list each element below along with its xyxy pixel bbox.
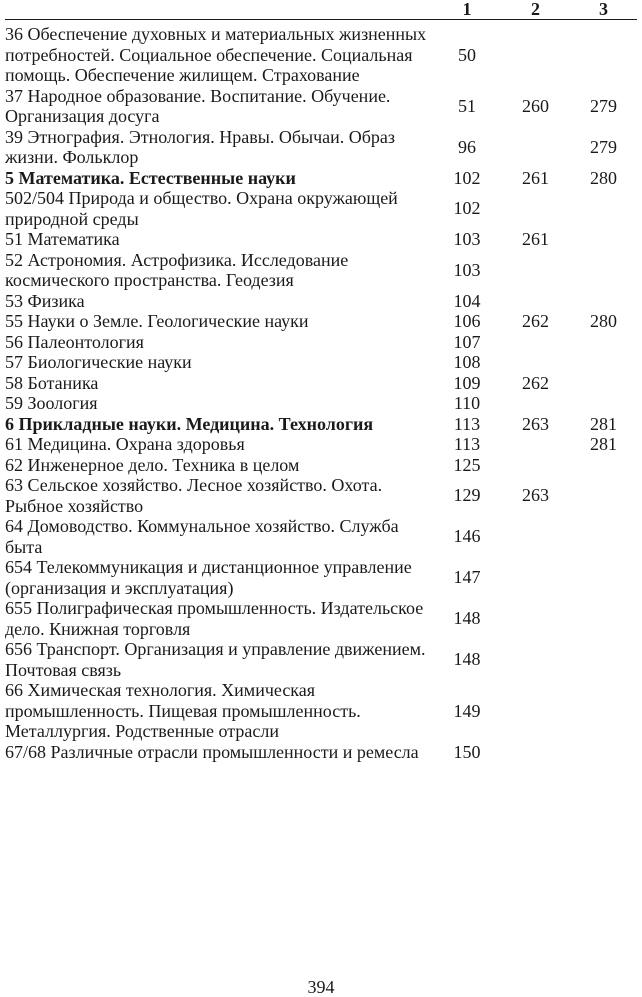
row-col-3: 279 bbox=[590, 136, 617, 157]
table-header bbox=[5, 0, 637, 20]
row-col-2 bbox=[501, 127, 570, 168]
row-title: 63 Сельское хозяйство. Лесное хозяйство. Охота. Рыбное хозяйство bbox=[5, 475, 383, 516]
row-col-1: 113 bbox=[453, 413, 481, 434]
page-number: 394 bbox=[307, 977, 335, 997]
row-col-3 bbox=[570, 373, 637, 394]
row-title: 656 Транспорт. Организация и управление движением. Почтовая связь bbox=[5, 639, 426, 680]
row-col-1: 102 bbox=[453, 198, 481, 219]
row-title: 59 Зоология bbox=[5, 393, 98, 413]
table-row bbox=[5, 516, 637, 557]
row-col-2: 262 bbox=[522, 372, 549, 393]
row-title: 654 Телекоммуникация и дистанционное управление (организация и эксплуатация) bbox=[5, 557, 412, 598]
row-col-1: 146 bbox=[453, 526, 481, 547]
row-col-2 bbox=[501, 20, 570, 86]
row-title: 52 Астрономия. Астрофизика. Исследование космического пространства. Геодезия bbox=[5, 249, 349, 290]
row-col-1: 104 bbox=[453, 290, 481, 311]
row-col-1: 129 bbox=[453, 485, 481, 506]
row-col-2 bbox=[501, 434, 570, 455]
row-col-2: 261 bbox=[522, 229, 549, 249]
header-col-3: 3 bbox=[570, 0, 637, 20]
row-title: 55 Науки о Земле. Геологические науки bbox=[5, 311, 309, 331]
table-row bbox=[5, 742, 637, 763]
row-col-1: 51 bbox=[458, 95, 476, 116]
row-col-1: 110 bbox=[453, 393, 481, 413]
row-col-1: 147 bbox=[453, 567, 481, 588]
row-title: 51 Математика bbox=[5, 229, 120, 249]
table-row bbox=[5, 127, 637, 168]
row-title: 61 Медицина. Охрана здоровья bbox=[5, 434, 245, 454]
table-row bbox=[5, 475, 637, 516]
row-col-3 bbox=[570, 20, 637, 86]
row-col-2 bbox=[501, 516, 570, 557]
table-row bbox=[5, 20, 637, 86]
table-row bbox=[5, 352, 637, 373]
row-col-1: 149 bbox=[453, 700, 481, 721]
row-col-2: 262 bbox=[522, 311, 549, 331]
row-title: 36 Обеспечение духовных и материальных жизненных потребностей. Социальное обеспечение. Социальная помощь. Обеспечение жилищем. Страхование bbox=[5, 24, 427, 85]
header-col-2: 2 bbox=[501, 0, 570, 20]
table-row bbox=[5, 311, 637, 332]
row-col-3: 280 bbox=[590, 167, 617, 188]
row-title: 57 Биологические науки bbox=[5, 352, 192, 372]
table-row bbox=[5, 229, 637, 250]
row-col-2 bbox=[501, 598, 570, 639]
row-col-1: 109 bbox=[453, 372, 481, 393]
row-title: 5 Математика. Естественные науки bbox=[5, 167, 296, 188]
row-title: 64 Домоводство. Коммунальное хозяйство. Служба быта bbox=[5, 516, 399, 557]
row-col-3 bbox=[570, 229, 637, 250]
row-col-3 bbox=[570, 291, 637, 312]
row-col-3 bbox=[570, 352, 637, 373]
table-row bbox=[5, 680, 637, 742]
row-col-2 bbox=[501, 250, 570, 291]
row-col-1: 102 bbox=[453, 167, 481, 188]
table-row bbox=[5, 455, 637, 476]
row-col-3 bbox=[570, 393, 637, 414]
row-col-2 bbox=[501, 291, 570, 312]
header-name-column bbox=[5, 0, 433, 20]
row-col-3 bbox=[570, 639, 637, 680]
row-col-3 bbox=[570, 250, 637, 291]
row-col-3 bbox=[570, 455, 637, 476]
table-body bbox=[5, 20, 637, 763]
index-table bbox=[5, 0, 637, 762]
table-row bbox=[5, 639, 637, 680]
row-col-1: 150 bbox=[453, 741, 481, 762]
row-col-2 bbox=[501, 742, 570, 763]
table-row bbox=[5, 332, 637, 353]
row-col-2 bbox=[501, 680, 570, 742]
table-row bbox=[5, 373, 637, 394]
row-col-3 bbox=[570, 516, 637, 557]
row-title: 66 Химическая технология. Химическая промышленность. Пищевая промышленность. Металлургия. Родственные отрасли bbox=[5, 680, 361, 741]
row-title: 62 Инженерное дело. Техника в целом bbox=[5, 454, 300, 475]
row-col-3 bbox=[570, 475, 637, 516]
row-col-3 bbox=[570, 680, 637, 742]
row-col-1: 148 bbox=[453, 649, 481, 670]
row-col-1: 103 bbox=[453, 229, 481, 249]
table-row bbox=[5, 188, 637, 229]
row-col-1: 50 bbox=[458, 44, 476, 65]
row-col-3: 280 bbox=[590, 311, 617, 331]
section-row bbox=[5, 414, 637, 435]
section-row bbox=[5, 168, 637, 189]
row-col-1: 108 bbox=[453, 352, 481, 372]
row-title: 56 Палеонтология bbox=[5, 331, 144, 352]
row-col-2: 263 bbox=[522, 485, 549, 506]
row-col-2 bbox=[501, 557, 570, 598]
table-row bbox=[5, 250, 637, 291]
row-col-3: 281 bbox=[590, 434, 617, 454]
row-col-1: 103 bbox=[453, 259, 481, 280]
header-col-1: 1 bbox=[433, 0, 501, 20]
row-col-1: 106 bbox=[453, 311, 481, 331]
row-col-1: 148 bbox=[453, 608, 481, 629]
row-col-3: 279 bbox=[590, 95, 617, 116]
row-title: 39 Этнография. Этнология. Нравы. Обычаи. Образ жизни. Фольклор bbox=[5, 126, 396, 167]
row-col-3 bbox=[570, 557, 637, 598]
row-col-2 bbox=[501, 352, 570, 373]
table-row bbox=[5, 291, 637, 312]
row-title: 37 Народное образование. Воспитание. Обучение. Организация досуга bbox=[5, 85, 391, 126]
table-row bbox=[5, 598, 637, 639]
row-col-2 bbox=[501, 332, 570, 353]
row-col-1: 125 bbox=[453, 454, 481, 475]
row-col-3 bbox=[570, 598, 637, 639]
row-title: 6 Прикладные науки. Медицина. Технология bbox=[5, 413, 374, 434]
row-col-1: 113 bbox=[453, 434, 481, 454]
row-col-3: 281 bbox=[590, 413, 617, 434]
row-title: 53 Физика bbox=[5, 290, 85, 311]
row-title: 67/68 Различные отрасли промышленности и ремесла bbox=[5, 741, 419, 762]
row-col-2 bbox=[501, 455, 570, 476]
header-row bbox=[5, 0, 637, 20]
row-col-2: 263 bbox=[522, 413, 549, 434]
row-col-2: 261 bbox=[522, 167, 549, 188]
row-col-1: 107 bbox=[453, 331, 481, 352]
row-title: 655 Полиграфическая промышленность. Издательское дело. Книжная торговля bbox=[5, 598, 424, 639]
row-title: 502/504 Природа и общество. Охрана окружающей природной среды bbox=[5, 188, 398, 229]
row-col-2: 260 bbox=[522, 95, 549, 116]
table-row bbox=[5, 393, 637, 414]
table-row bbox=[5, 434, 637, 455]
row-col-2 bbox=[501, 188, 570, 229]
row-col-1: 96 bbox=[458, 136, 476, 157]
row-col-2 bbox=[501, 639, 570, 680]
table-row bbox=[5, 86, 637, 127]
row-col-3 bbox=[570, 332, 637, 353]
table-row bbox=[5, 557, 637, 598]
row-col-3 bbox=[570, 188, 637, 229]
row-col-3 bbox=[570, 742, 637, 763]
row-col-2 bbox=[501, 393, 570, 414]
row-title: 58 Ботаника bbox=[5, 372, 99, 393]
